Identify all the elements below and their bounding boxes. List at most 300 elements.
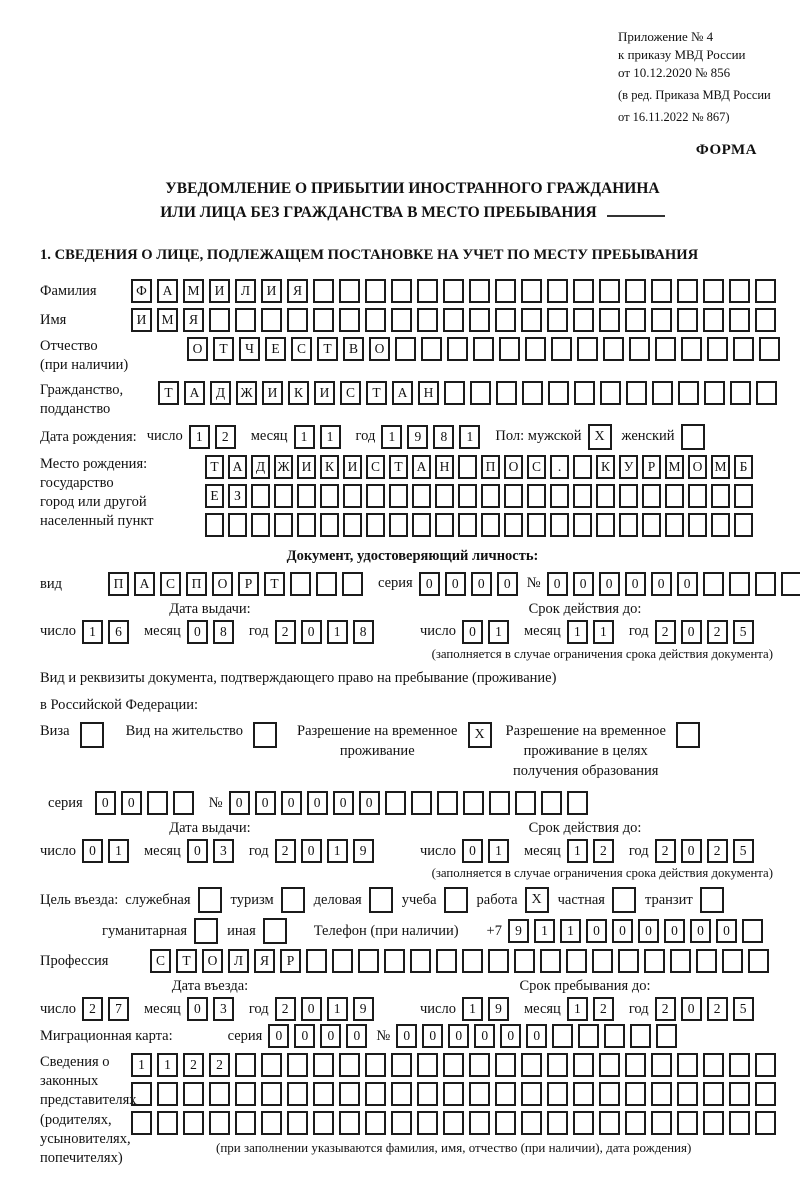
char-cell[interactable] <box>365 1053 386 1077</box>
char-cell[interactable]: 2 <box>655 997 676 1021</box>
char-cell[interactable]: 0 <box>651 572 672 596</box>
char-cell[interactable] <box>443 308 464 332</box>
char-cell[interactable] <box>619 484 638 508</box>
char-cell[interactable] <box>358 949 379 973</box>
char-cell[interactable]: Я <box>254 949 275 973</box>
option-checkbox[interactable] <box>198 887 222 913</box>
char-cell[interactable]: 0 <box>229 791 250 815</box>
char-cell[interactable] <box>235 308 256 332</box>
char-cell[interactable]: И <box>262 381 283 405</box>
char-cell[interactable]: 1 <box>320 425 341 449</box>
char-cell[interactable] <box>290 572 311 596</box>
char-cell[interactable] <box>521 279 542 303</box>
char-cell[interactable] <box>703 572 724 596</box>
char-cell[interactable] <box>320 484 339 508</box>
char-cell[interactable]: М <box>711 455 730 479</box>
char-cell[interactable] <box>274 484 293 508</box>
char-cell[interactable] <box>435 513 454 537</box>
char-cell[interactable]: Н <box>418 381 439 405</box>
char-cell[interactable] <box>566 949 587 973</box>
char-cell[interactable]: 0 <box>681 620 702 644</box>
char-cell[interactable]: 1 <box>108 839 129 863</box>
char-cell[interactable] <box>261 1082 282 1106</box>
char-cell[interactable]: 0 <box>497 572 518 596</box>
char-cell[interactable] <box>619 513 638 537</box>
char-cell[interactable] <box>469 279 490 303</box>
char-cell[interactable] <box>547 1082 568 1106</box>
char-cell[interactable]: 8 <box>213 620 234 644</box>
char-cell[interactable]: И <box>261 279 282 303</box>
char-cell[interactable]: 0 <box>346 1024 367 1048</box>
char-cell[interactable]: С <box>366 455 385 479</box>
char-cell[interactable] <box>596 513 615 537</box>
char-cell[interactable] <box>391 1082 412 1106</box>
char-cell[interactable]: Ж <box>236 381 257 405</box>
char-cell[interactable]: 9 <box>353 997 374 1021</box>
char-cell[interactable] <box>437 791 458 815</box>
char-cell[interactable]: И <box>209 279 230 303</box>
char-cell[interactable]: Т <box>213 337 234 361</box>
char-cell[interactable]: Б <box>734 455 753 479</box>
char-cell[interactable]: 0 <box>612 919 633 943</box>
char-cell[interactable] <box>651 1082 672 1106</box>
char-cell[interactable] <box>688 513 707 537</box>
char-cell[interactable]: И <box>343 455 362 479</box>
option-checkbox[interactable] <box>281 887 305 913</box>
char-cell[interactable] <box>729 1111 750 1135</box>
char-cell[interactable] <box>365 279 386 303</box>
char-cell[interactable] <box>573 1082 594 1106</box>
char-cell[interactable]: 0 <box>187 997 208 1021</box>
char-cell[interactable] <box>729 308 750 332</box>
char-cell[interactable] <box>573 455 592 479</box>
char-cell[interactable] <box>297 513 316 537</box>
char-cell[interactable]: 0 <box>396 1024 417 1048</box>
char-cell[interactable] <box>525 337 546 361</box>
char-cell[interactable] <box>469 1111 490 1135</box>
char-cell[interactable]: 2 <box>275 997 296 1021</box>
char-cell[interactable] <box>656 1024 677 1048</box>
char-cell[interactable] <box>755 308 776 332</box>
char-cell[interactable] <box>618 949 639 973</box>
char-cell[interactable]: К <box>596 455 615 479</box>
char-cell[interactable]: М <box>183 279 204 303</box>
char-cell[interactable]: А <box>392 381 413 405</box>
char-cell[interactable]: 1 <box>327 620 348 644</box>
char-cell[interactable]: 0 <box>599 572 620 596</box>
char-cell[interactable]: Т <box>158 381 179 405</box>
char-cell[interactable] <box>287 1082 308 1106</box>
char-cell[interactable]: И <box>297 455 316 479</box>
char-cell[interactable] <box>573 308 594 332</box>
char-cell[interactable]: 0 <box>333 791 354 815</box>
char-cell[interactable]: М <box>665 455 684 479</box>
char-cell[interactable]: И <box>314 381 335 405</box>
char-cell[interactable]: 1 <box>294 425 315 449</box>
char-cell[interactable]: Т <box>389 455 408 479</box>
char-cell[interactable]: 0 <box>690 919 711 943</box>
char-cell[interactable] <box>574 381 595 405</box>
char-cell[interactable] <box>521 308 542 332</box>
char-cell[interactable] <box>444 381 465 405</box>
char-cell[interactable] <box>625 1111 646 1135</box>
char-cell[interactable]: 9 <box>353 839 374 863</box>
char-cell[interactable] <box>755 572 776 596</box>
char-cell[interactable]: 9 <box>407 425 428 449</box>
char-cell[interactable] <box>443 279 464 303</box>
char-cell[interactable] <box>342 572 363 596</box>
char-cell[interactable] <box>552 1024 573 1048</box>
char-cell[interactable] <box>366 513 385 537</box>
char-cell[interactable]: 2 <box>82 997 103 1021</box>
char-cell[interactable] <box>435 484 454 508</box>
char-cell[interactable] <box>470 381 491 405</box>
char-cell[interactable] <box>417 279 438 303</box>
char-cell[interactable] <box>205 513 224 537</box>
char-cell[interactable] <box>547 279 568 303</box>
char-cell[interactable] <box>183 1082 204 1106</box>
char-cell[interactable] <box>651 1111 672 1135</box>
char-cell[interactable] <box>481 484 500 508</box>
char-cell[interactable]: П <box>481 455 500 479</box>
char-cell[interactable] <box>339 308 360 332</box>
char-cell[interactable]: Т <box>176 949 197 973</box>
char-cell[interactable] <box>625 1053 646 1077</box>
char-cell[interactable] <box>733 337 754 361</box>
char-cell[interactable]: 0 <box>681 839 702 863</box>
char-cell[interactable]: 2 <box>655 620 676 644</box>
char-cell[interactable]: 3 <box>213 839 234 863</box>
char-cell[interactable]: 2 <box>183 1053 204 1077</box>
char-cell[interactable]: . <box>550 455 569 479</box>
char-cell[interactable]: О <box>504 455 523 479</box>
char-cell[interactable]: Т <box>205 455 224 479</box>
char-cell[interactable]: 0 <box>586 919 607 943</box>
char-cell[interactable] <box>463 791 484 815</box>
char-cell[interactable] <box>504 484 523 508</box>
char-cell[interactable] <box>547 308 568 332</box>
char-cell[interactable] <box>651 1053 672 1077</box>
char-cell[interactable] <box>567 791 588 815</box>
char-cell[interactable] <box>729 279 750 303</box>
char-cell[interactable] <box>711 484 730 508</box>
char-cell[interactable]: 0 <box>121 791 142 815</box>
char-cell[interactable]: Д <box>251 455 270 479</box>
char-cell[interactable] <box>389 484 408 508</box>
char-cell[interactable] <box>391 1111 412 1135</box>
char-cell[interactable]: Т <box>317 337 338 361</box>
char-cell[interactable] <box>703 1082 724 1106</box>
char-cell[interactable]: 0 <box>664 919 685 943</box>
char-cell[interactable] <box>578 1024 599 1048</box>
char-cell[interactable]: О <box>202 949 223 973</box>
char-cell[interactable]: 0 <box>281 791 302 815</box>
char-cell[interactable] <box>489 791 510 815</box>
char-cell[interactable] <box>481 513 500 537</box>
char-cell[interactable] <box>514 949 535 973</box>
char-cell[interactable] <box>389 513 408 537</box>
char-cell[interactable] <box>412 513 431 537</box>
char-cell[interactable]: Р <box>642 455 661 479</box>
char-cell[interactable] <box>417 1053 438 1077</box>
sex-male-checkbox[interactable]: X <box>588 424 612 450</box>
char-cell[interactable] <box>642 513 661 537</box>
option-checkbox[interactable] <box>444 887 468 913</box>
char-cell[interactable] <box>678 381 699 405</box>
char-cell[interactable]: 1 <box>131 1053 152 1077</box>
char-cell[interactable]: В <box>343 337 364 361</box>
char-cell[interactable]: 5 <box>733 620 754 644</box>
option-checkbox[interactable] <box>700 887 724 913</box>
char-cell[interactable]: 2 <box>275 839 296 863</box>
char-cell[interactable] <box>316 572 337 596</box>
char-cell[interactable]: 0 <box>500 1024 521 1048</box>
char-cell[interactable] <box>696 949 717 973</box>
char-cell[interactable] <box>313 1053 334 1077</box>
char-cell[interactable] <box>681 337 702 361</box>
char-cell[interactable]: 0 <box>547 572 568 596</box>
char-cell[interactable]: 0 <box>677 572 698 596</box>
option-checkbox[interactable] <box>194 918 218 944</box>
char-cell[interactable]: 0 <box>625 572 646 596</box>
char-cell[interactable]: 8 <box>353 620 374 644</box>
char-cell[interactable] <box>522 381 543 405</box>
char-cell[interactable]: Ф <box>131 279 152 303</box>
char-cell[interactable]: 1 <box>327 839 348 863</box>
char-cell[interactable] <box>473 337 494 361</box>
char-cell[interactable]: Е <box>205 484 224 508</box>
char-cell[interactable] <box>626 381 647 405</box>
char-cell[interactable] <box>251 513 270 537</box>
char-cell[interactable] <box>644 949 665 973</box>
char-cell[interactable]: 2 <box>593 839 614 863</box>
char-cell[interactable] <box>339 1082 360 1106</box>
char-cell[interactable] <box>287 1053 308 1077</box>
char-cell[interactable] <box>417 308 438 332</box>
char-cell[interactable] <box>599 1082 620 1106</box>
char-cell[interactable]: С <box>160 572 181 596</box>
char-cell[interactable] <box>722 949 743 973</box>
char-cell[interactable] <box>462 949 483 973</box>
char-cell[interactable] <box>499 337 520 361</box>
char-cell[interactable] <box>550 513 569 537</box>
char-cell[interactable] <box>703 279 724 303</box>
char-cell[interactable] <box>458 513 477 537</box>
char-cell[interactable]: 8 <box>433 425 454 449</box>
char-cell[interactable] <box>488 949 509 973</box>
char-cell[interactable] <box>521 1053 542 1077</box>
char-cell[interactable]: 0 <box>448 1024 469 1048</box>
char-cell[interactable] <box>458 455 477 479</box>
char-cell[interactable]: 2 <box>593 997 614 1021</box>
char-cell[interactable]: 2 <box>275 620 296 644</box>
char-cell[interactable]: 0 <box>638 919 659 943</box>
char-cell[interactable]: О <box>369 337 390 361</box>
char-cell[interactable] <box>287 308 308 332</box>
char-cell[interactable] <box>458 484 477 508</box>
char-cell[interactable]: 0 <box>301 997 322 1021</box>
char-cell[interactable]: С <box>291 337 312 361</box>
char-cell[interactable] <box>599 308 620 332</box>
char-cell[interactable]: 3 <box>213 997 234 1021</box>
char-cell[interactable] <box>547 1111 568 1135</box>
char-cell[interactable] <box>540 949 561 973</box>
char-cell[interactable] <box>541 791 562 815</box>
char-cell[interactable] <box>629 337 650 361</box>
char-cell[interactable] <box>157 1082 178 1106</box>
char-cell[interactable]: 6 <box>108 620 129 644</box>
char-cell[interactable]: О <box>187 337 208 361</box>
char-cell[interactable] <box>183 1111 204 1135</box>
char-cell[interactable]: 1 <box>157 1053 178 1077</box>
char-cell[interactable]: Л <box>235 279 256 303</box>
char-cell[interactable]: М <box>157 308 178 332</box>
char-cell[interactable] <box>573 513 592 537</box>
char-cell[interactable] <box>365 1082 386 1106</box>
char-cell[interactable] <box>209 1111 230 1135</box>
char-cell[interactable] <box>655 337 676 361</box>
char-cell[interactable] <box>495 1053 516 1077</box>
char-cell[interactable]: Д <box>210 381 231 405</box>
char-cell[interactable] <box>287 1111 308 1135</box>
char-cell[interactable]: 0 <box>422 1024 443 1048</box>
char-cell[interactable]: 0 <box>716 919 737 943</box>
char-cell[interactable] <box>573 279 594 303</box>
char-cell[interactable] <box>395 337 416 361</box>
char-cell[interactable]: П <box>186 572 207 596</box>
char-cell[interactable]: А <box>184 381 205 405</box>
char-cell[interactable] <box>385 791 406 815</box>
char-cell[interactable] <box>411 791 432 815</box>
char-cell[interactable] <box>447 337 468 361</box>
char-cell[interactable] <box>343 484 362 508</box>
char-cell[interactable]: С <box>150 949 171 973</box>
char-cell[interactable]: 2 <box>209 1053 230 1077</box>
char-cell[interactable] <box>410 949 431 973</box>
char-cell[interactable] <box>495 1082 516 1106</box>
char-cell[interactable] <box>339 1053 360 1077</box>
char-cell[interactable] <box>365 308 386 332</box>
char-cell[interactable] <box>755 1082 776 1106</box>
char-cell[interactable] <box>729 572 750 596</box>
char-cell[interactable] <box>469 1082 490 1106</box>
char-cell[interactable]: 1 <box>82 620 103 644</box>
char-cell[interactable] <box>651 279 672 303</box>
char-cell[interactable] <box>729 1082 750 1106</box>
char-cell[interactable] <box>313 308 334 332</box>
char-cell[interactable]: 1 <box>593 620 614 644</box>
char-cell[interactable]: 2 <box>707 620 728 644</box>
char-cell[interactable] <box>235 1111 256 1135</box>
char-cell[interactable]: 2 <box>215 425 236 449</box>
char-cell[interactable]: С <box>527 455 546 479</box>
char-cell[interactable] <box>756 381 777 405</box>
char-cell[interactable]: А <box>157 279 178 303</box>
char-cell[interactable] <box>436 949 457 973</box>
char-cell[interactable] <box>251 484 270 508</box>
char-cell[interactable]: 0 <box>419 572 440 596</box>
char-cell[interactable]: 0 <box>471 572 492 596</box>
char-cell[interactable] <box>596 484 615 508</box>
char-cell[interactable]: 0 <box>307 791 328 815</box>
char-cell[interactable] <box>521 1111 542 1135</box>
char-cell[interactable] <box>734 513 753 537</box>
char-cell[interactable] <box>131 1111 152 1135</box>
char-cell[interactable] <box>306 949 327 973</box>
char-cell[interactable] <box>320 513 339 537</box>
visa-checkbox[interactable] <box>80 722 104 748</box>
option-checkbox[interactable] <box>369 887 393 913</box>
char-cell[interactable] <box>755 1053 776 1077</box>
char-cell[interactable]: 0 <box>82 839 103 863</box>
char-cell[interactable]: 1 <box>381 425 402 449</box>
char-cell[interactable] <box>573 484 592 508</box>
char-cell[interactable] <box>729 1053 750 1077</box>
char-cell[interactable]: Ч <box>239 337 260 361</box>
char-cell[interactable]: У <box>619 455 638 479</box>
char-cell[interactable] <box>469 1053 490 1077</box>
char-cell[interactable]: 0 <box>301 839 322 863</box>
char-cell[interactable] <box>688 484 707 508</box>
char-cell[interactable]: П <box>108 572 129 596</box>
char-cell[interactable]: 0 <box>445 572 466 596</box>
char-cell[interactable] <box>651 308 672 332</box>
char-cell[interactable] <box>551 337 572 361</box>
char-cell[interactable]: 0 <box>294 1024 315 1048</box>
char-cell[interactable] <box>781 572 800 596</box>
char-cell[interactable] <box>599 1053 620 1077</box>
char-cell[interactable]: 1 <box>462 997 483 1021</box>
char-cell[interactable] <box>391 1053 412 1077</box>
char-cell[interactable]: 2 <box>707 839 728 863</box>
char-cell[interactable] <box>703 1111 724 1135</box>
char-cell[interactable]: И <box>131 308 152 332</box>
char-cell[interactable] <box>496 381 517 405</box>
char-cell[interactable] <box>603 337 624 361</box>
char-cell[interactable]: Т <box>264 572 285 596</box>
char-cell[interactable]: Я <box>287 279 308 303</box>
char-cell[interactable]: 9 <box>488 997 509 1021</box>
char-cell[interactable]: 0 <box>187 620 208 644</box>
char-cell[interactable] <box>550 484 569 508</box>
char-cell[interactable]: 0 <box>681 997 702 1021</box>
char-cell[interactable]: Р <box>280 949 301 973</box>
char-cell[interactable] <box>703 308 724 332</box>
char-cell[interactable]: 1 <box>534 919 555 943</box>
char-cell[interactable] <box>600 381 621 405</box>
char-cell[interactable]: Н <box>435 455 454 479</box>
char-cell[interactable]: Т <box>366 381 387 405</box>
char-cell[interactable] <box>630 1024 651 1048</box>
char-cell[interactable]: 0 <box>255 791 276 815</box>
char-cell[interactable]: 0 <box>359 791 380 815</box>
char-cell[interactable] <box>343 513 362 537</box>
char-cell[interactable]: 0 <box>268 1024 289 1048</box>
char-cell[interactable] <box>339 1111 360 1135</box>
char-cell[interactable]: 0 <box>95 791 116 815</box>
char-cell[interactable] <box>599 1111 620 1135</box>
char-cell[interactable] <box>625 308 646 332</box>
char-cell[interactable] <box>527 484 546 508</box>
char-cell[interactable]: 1 <box>567 839 588 863</box>
char-cell[interactable]: О <box>688 455 707 479</box>
char-cell[interactable] <box>495 1111 516 1135</box>
char-cell[interactable] <box>443 1082 464 1106</box>
char-cell[interactable] <box>443 1053 464 1077</box>
char-cell[interactable] <box>742 919 763 943</box>
char-cell[interactable]: О <box>212 572 233 596</box>
option-checkbox[interactable]: X <box>525 887 549 913</box>
